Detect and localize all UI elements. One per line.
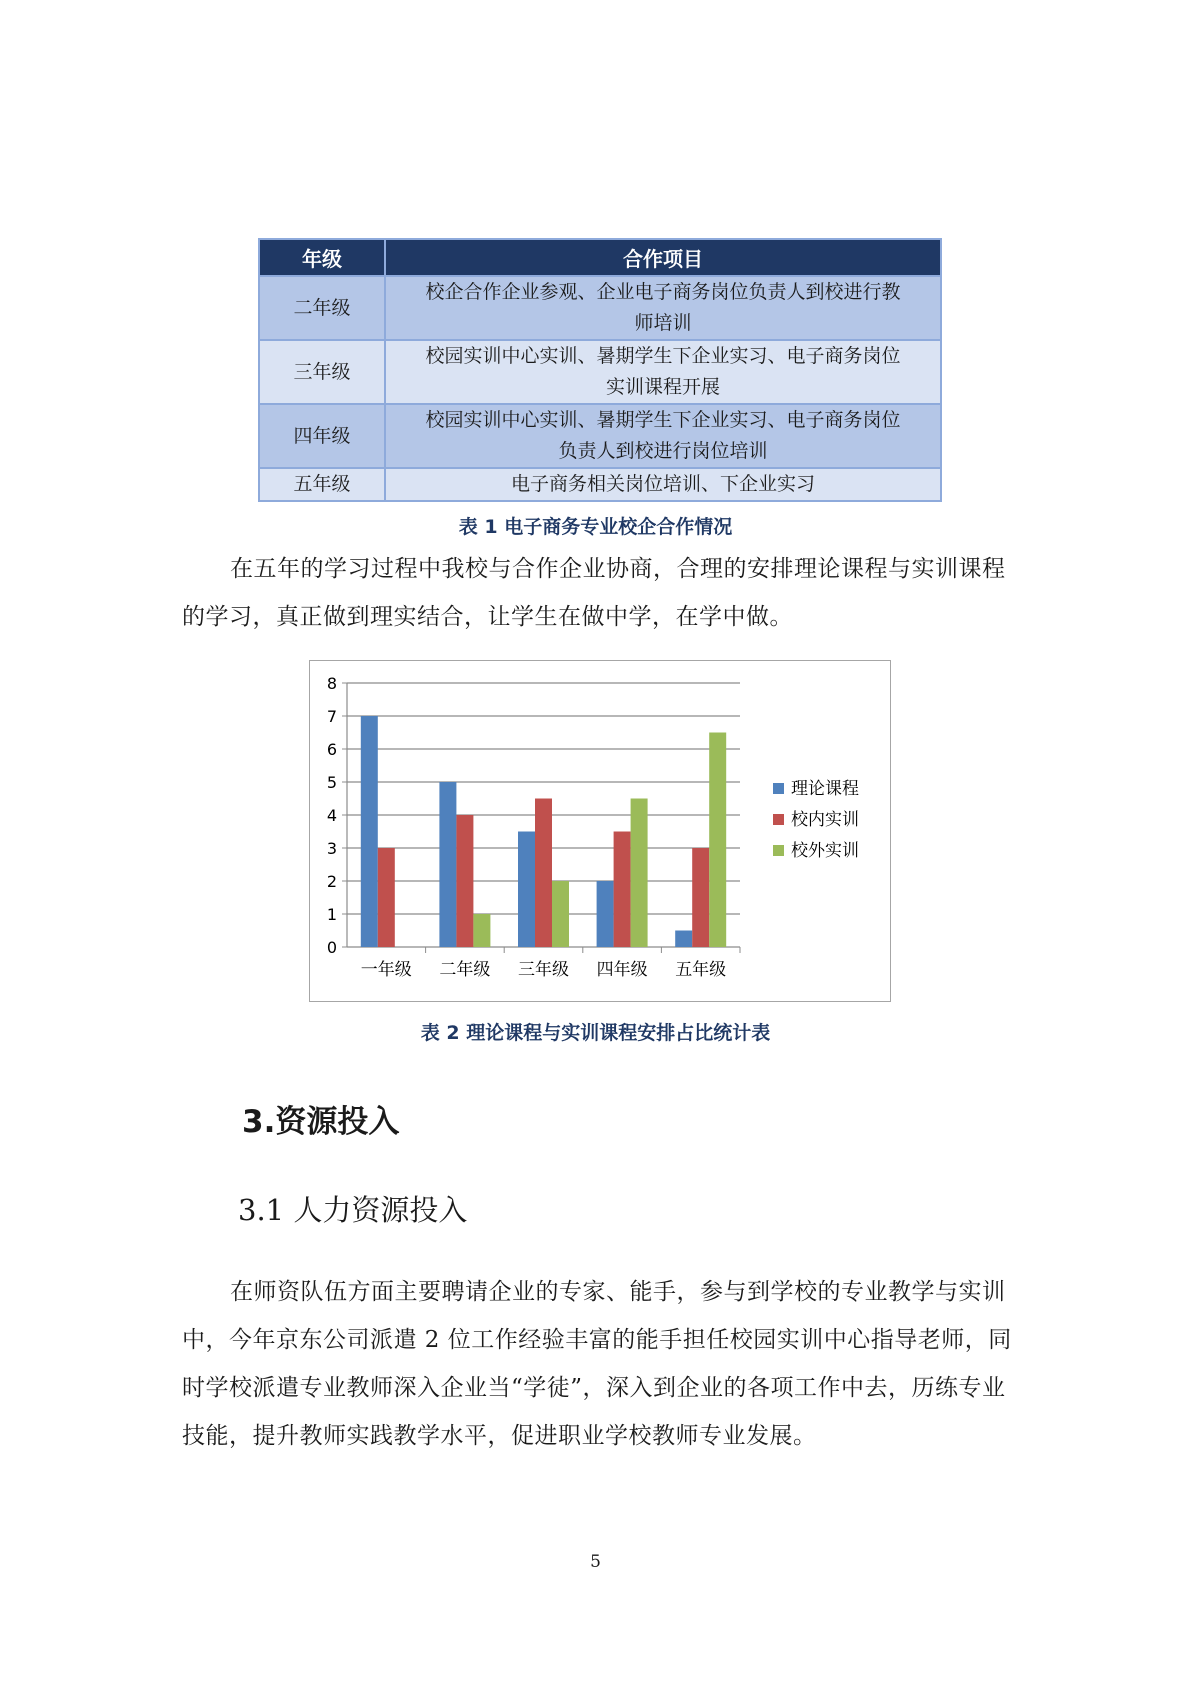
table-cell-project: 电子商务相关岗位培训、下企业实习	[385, 468, 941, 501]
project-line: 师培训	[634, 312, 692, 334]
bar-chart-svg	[310, 661, 890, 1001]
table-cell-project	[385, 340, 941, 404]
y-tick-label: 7	[326, 707, 337, 726]
project-line: 实训课程开展	[605, 376, 720, 398]
project-line: 校园实训中心实训、暑期学生下企业实习、电子商务岗位	[425, 345, 901, 367]
table-row	[259, 468, 941, 501]
table-cell-grade: 二年级	[259, 276, 385, 340]
table-row	[259, 340, 941, 404]
x-tick-label: 三年级	[518, 960, 569, 980]
project-line: 负责人到校进行岗位培训	[558, 440, 768, 462]
table-cell-grade: 四年级	[259, 404, 385, 468]
x-tick-label: 二年级	[439, 960, 491, 980]
bar	[709, 733, 726, 948]
y-tick-label: 6	[326, 740, 337, 759]
project-line: 校企合作企业参观、企业电子商务岗位负责人到校进行教	[425, 281, 901, 303]
legend-label: 理论课程	[791, 779, 859, 799]
bar	[535, 799, 552, 948]
x-tick-label: 一年级	[360, 960, 412, 980]
chart-caption: 表 2 理论课程与实训课程安排占比统计表	[420, 1022, 771, 1044]
y-tick-label: 0	[326, 938, 337, 957]
table-header-project: 合作项目	[385, 239, 941, 276]
bar	[597, 881, 614, 947]
table-cell-project	[385, 404, 941, 468]
table-row	[259, 276, 941, 340]
bar	[439, 782, 456, 947]
legend-swatch	[773, 783, 784, 794]
table-caption: 表 1 电子商务专业校企合作情况	[458, 516, 733, 538]
bar	[378, 848, 395, 947]
bar	[456, 815, 473, 947]
page-number: 5	[590, 1552, 601, 1572]
bar	[692, 848, 709, 947]
bar-chart	[309, 660, 891, 1002]
table-cell-grade: 五年级	[259, 468, 385, 501]
table-header-grade: 年级	[259, 239, 385, 276]
paragraph-1: 在五年的学习过程中我校与合作企业协商，合理的安排理论课程与实训课程的学习，真正做到理实结合，让学生在做中学，在学中做。	[182, 556, 1006, 630]
y-tick-label: 1	[326, 905, 337, 924]
x-tick-label: 四年级	[596, 960, 648, 980]
table-row	[259, 404, 941, 468]
bar	[631, 799, 648, 948]
y-tick-label: 2	[326, 872, 337, 891]
paragraph-2: 在师资队伍方面主要聘请企业的专家、能手，参与到学校的专业教学与实训中，今年京东公司派遣 2 位工作经验丰富的能手担任校园实训中心指导老师，同时学校派遣专业教师深入企业当“学徒”，深入到企业的各项工作中去，历练专业技能，提升教师实践教学水平，促进职业学校教师专业发展。	[182, 1279, 1012, 1449]
bar	[552, 881, 569, 947]
bar	[518, 832, 535, 948]
bar	[675, 931, 692, 948]
bar	[614, 832, 631, 948]
y-tick-label: 5	[326, 773, 337, 792]
table-cell-grade: 三年级	[259, 340, 385, 404]
y-tick-label: 8	[326, 674, 337, 693]
y-tick-label: 4	[326, 806, 337, 825]
project-line: 校园实训中心实训、暑期学生下企业实习、电子商务岗位	[425, 409, 901, 431]
legend-swatch	[773, 814, 784, 825]
legend-label: 校外实训	[791, 841, 859, 861]
section-heading: 3.资源投入	[242, 1104, 400, 1140]
bar	[473, 914, 490, 947]
subsection-heading: 3.1 人力资源投入	[238, 1193, 468, 1227]
cooperation-table	[258, 238, 942, 502]
y-tick-label: 3	[326, 839, 337, 858]
table-cell-project	[385, 276, 941, 340]
bar	[361, 716, 378, 947]
x-tick-label: 五年级	[675, 960, 727, 980]
legend-swatch	[773, 845, 784, 856]
legend-label: 校内实训	[791, 810, 859, 830]
